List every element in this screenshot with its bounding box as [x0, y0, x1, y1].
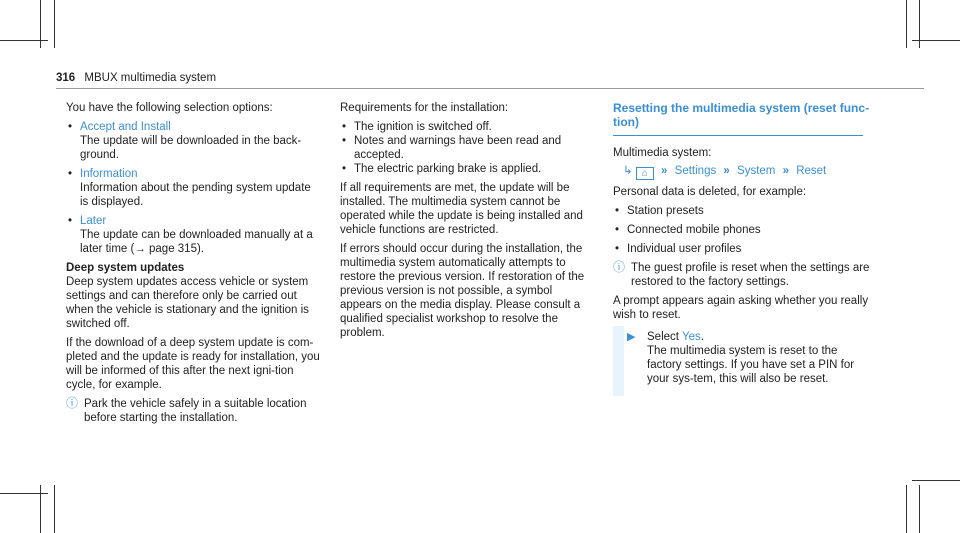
yes-option[interactable]: Yes: [681, 331, 701, 343]
column-left: [66, 101, 320, 425]
list-item: • Individual user profiles: [613, 242, 873, 256]
list-item: • The ignition is switched off.: [340, 120, 594, 134]
option-desc: Information about the pending system update is displayed.: [80, 182, 311, 208]
path-reset[interactable]: Reset: [796, 165, 827, 177]
action-step: [613, 330, 873, 386]
crop-mark: [0, 40, 48, 41]
page-header: [56, 72, 216, 84]
note: [613, 261, 873, 289]
crop-mark: [906, 0, 907, 48]
list-item: [66, 120, 320, 134]
column-right: [613, 101, 873, 386]
paragraph: If the download of a deep system update is com-pleted and the update is ready for installation, you will be informed of this after the next igni-tion cycle, for example.: [66, 337, 320, 391]
note-text: The guest profile is reset when the settings are restored to the factory settings.: [631, 262, 870, 288]
list-item: • Connected mobile phones: [613, 223, 873, 237]
section-heading: Deep system updates: [66, 262, 185, 274]
paragraph: Deep system updates access vehicle or system settings and can therefore only be carried out when the vehicle is stationary and the ignition is switched off.: [66, 276, 309, 330]
path-system[interactable]: System: [737, 165, 776, 177]
info-icon: ⓘ: [613, 260, 626, 274]
menu-path: [613, 164, 873, 180]
home-icon[interactable]: ⌂: [636, 167, 654, 180]
header-divider: [56, 88, 924, 89]
option-desc: The update will be downloaded in the back-ground.: [80, 135, 302, 161]
crop-mark: [919, 485, 920, 533]
enter-arrow-icon: ↳: [623, 165, 633, 177]
section-title: Resetting the multimedia system (reset func-tion): [613, 101, 870, 129]
double-chevron-icon: »: [782, 165, 789, 177]
info-icon: ⓘ: [66, 396, 79, 410]
double-chevron-icon: »: [661, 165, 668, 177]
crop-mark: [0, 493, 48, 494]
paragraph: If errors should occur during the installation, the multimedia system automatically attempts to restore the previous version. If restoration of the previous version is not possible, a symbol appears on the media display. Please consult a qualified specialist workshop to resolve the problem.: [340, 243, 585, 339]
paragraph: If all requirements are met, the update will be installed. The multimedia system cannot be operated while the update is being installed and vehicle functions are restricted.: [340, 182, 583, 236]
page-title: MBUX multimedia system: [84, 72, 217, 84]
note-text: Park the vehicle safely in a suitable location before starting the installation.: [84, 398, 307, 424]
step-bar: [613, 326, 624, 396]
option-desc: The update can be downloaded manually at a later time (→ page 315).: [80, 229, 313, 255]
list-item: • The electric parking brake is applied.: [340, 162, 594, 176]
requirements-intro: Requirements for the installation:: [340, 102, 509, 114]
paragraph: A prompt appears again asking whether you really wish to reset.: [613, 295, 869, 321]
system-label: Multimedia system:: [613, 147, 712, 159]
crop-mark: [912, 480, 960, 481]
step-instruction: Select Yes.: [647, 331, 704, 343]
path-settings[interactable]: Settings: [674, 165, 717, 177]
options-intro: You have the following selection options:: [66, 102, 273, 114]
note: [66, 397, 320, 425]
option-later[interactable]: Later: [80, 215, 107, 227]
list-item: [66, 214, 320, 228]
step-result: The multimedia system is reset to the factory settings. If you have set a PIN for your sys-tem, this will also be reset.: [647, 345, 855, 385]
column-middle: [340, 101, 594, 340]
crop-mark: [906, 485, 907, 533]
page-number: 316: [56, 72, 76, 84]
crop-mark: [54, 485, 55, 533]
double-chevron-icon: »: [723, 165, 730, 177]
crop-mark: [54, 0, 55, 48]
option-information[interactable]: Information: [80, 168, 138, 180]
paragraph: Personal data is deleted, for example:: [613, 186, 807, 198]
list-item: • Notes and warnings have been read and accepted.: [340, 134, 594, 162]
section-divider: [613, 135, 863, 136]
action-arrow-icon: ▶: [627, 331, 636, 343]
option-accept-install[interactable]: Accept and Install: [80, 121, 171, 133]
list-item: • Station presets: [613, 204, 873, 218]
list-item: [66, 167, 320, 181]
crop-mark: [912, 40, 960, 41]
